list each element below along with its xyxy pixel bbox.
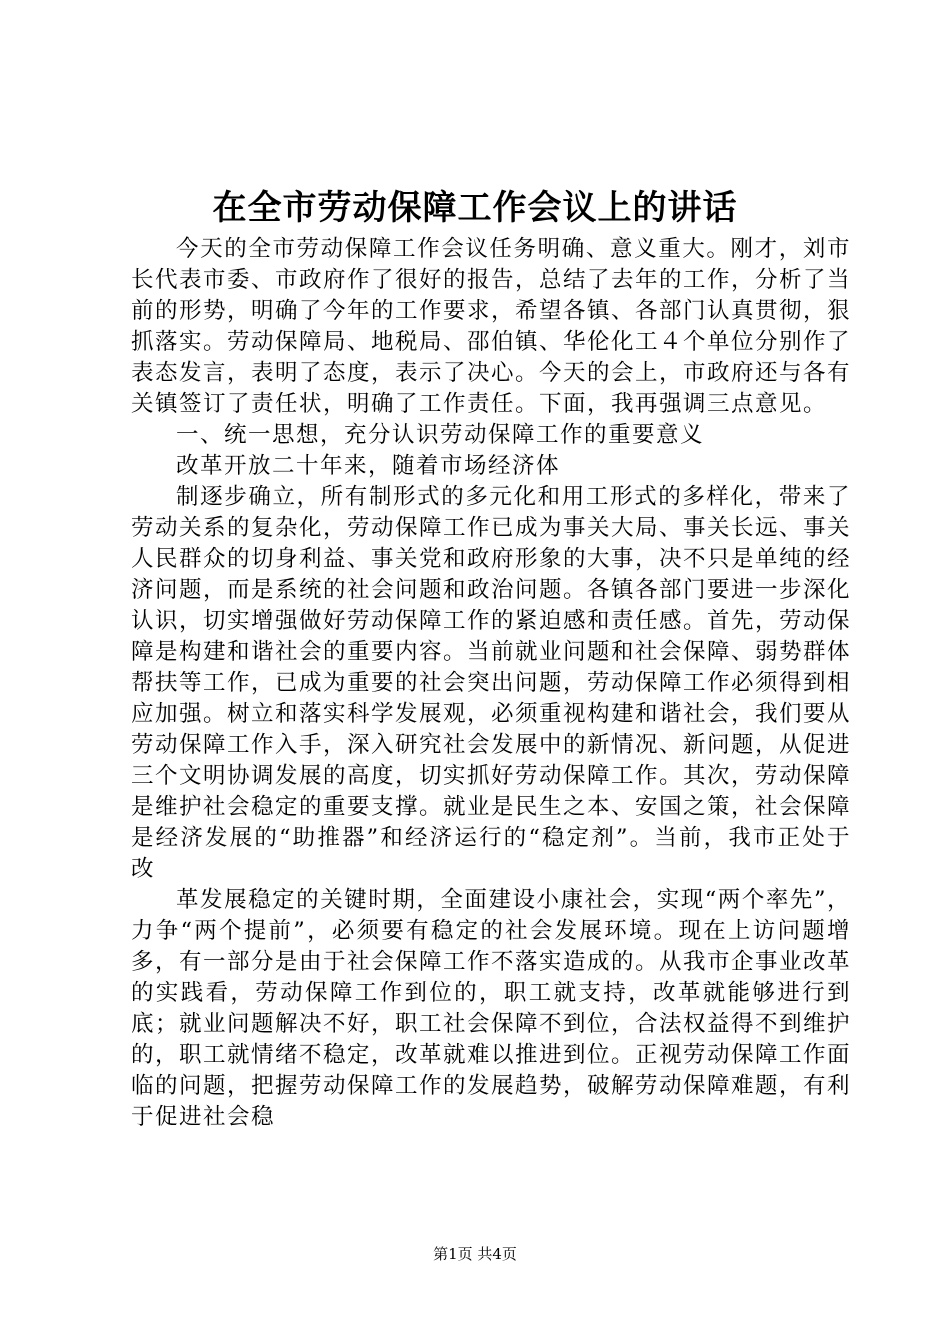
page-number-footer: 第1页 共4页	[433, 1245, 517, 1263]
section-heading-1: 一、统一思想，充分认识劳动保障工作的重要意义	[176, 422, 705, 448]
document-title: 在全市劳动保障工作会议上的讲话	[212, 188, 738, 228]
paragraph-stability: 革发展稳定的关键时期，全面建设小康社会，实现“两个率先”，力争“两个提前”，必须要有稳定的社会发展环境。现在上访问题增多，有一部分是由于社会保障工作不落实造成的。从我市企事业改革的实践看，劳动保障工作到位的，职工就支持，改革就能够进行到底；就业问题解决不好，职工社会保障不到位，合法权益得不到维护的，职工就情绪不稳定，改革就难以推进到位。正视劳动保障工作面临的问题，把握劳动保障工作的发展趋势，破解劳动保障难题，有利于促进社会稳	[131, 887, 852, 1130]
paragraph-reform-start: 改革开放二十年来，随着市场经济体	[176, 453, 561, 479]
paragraph-intro: 今天的全市劳动保障工作会议任务明确、意义重大。刚才，刘市长代表市委、市政府作了很好的报告，总结了去年的工作，分析了当前的形势，明确了今年的工作要求，希望各镇、各部门认真贯彻，狠抓落实。劳动保障局、地税局、邵伯镇、华伦化工４个单位分别作了表态发言，表明了态度，表示了决心。今天的会上，市政府还与各有关镇签订了责任状，明确了工作责任。下面，我再强调三点意见。	[131, 236, 852, 417]
paragraph-system: 制逐步确立，所有制形式的多元化和用工形式的多样化，带来了劳动关系的复杂化，劳动保障工作已成为事关大局、事关长远、事关人民群众的切身利益、事关党和政府形象的大事，决不只是单纯的经济问题，而是系统的社会问题和政治问题。各镇各部门要进一步深化认识，切实增强做好劳动保障工作的紧迫感和责任感。首先，劳动保障是构建和谐社会的重要内容。当前就业问题和社会保障、弱势群体帮扶等工作，已成为重要的社会突出问题，劳动保障工作必须得到相应加强。树立和落实科学发展观，必须重视构建和谐社会，我们要从劳动保障工作入手，深入研究社会发展中的新情况、新问题，从促进三个文明协调发展的高度，切实抓好劳动保障工作。其次，劳动保障是维护社会稳定的重要支撑。就业是民生之本、安国之策，社会保障是经济发展的“助推器”和经济运行的“稳定剂”。当前，我市正处于改	[131, 484, 852, 882]
document-body	[131, 234, 851, 1133]
